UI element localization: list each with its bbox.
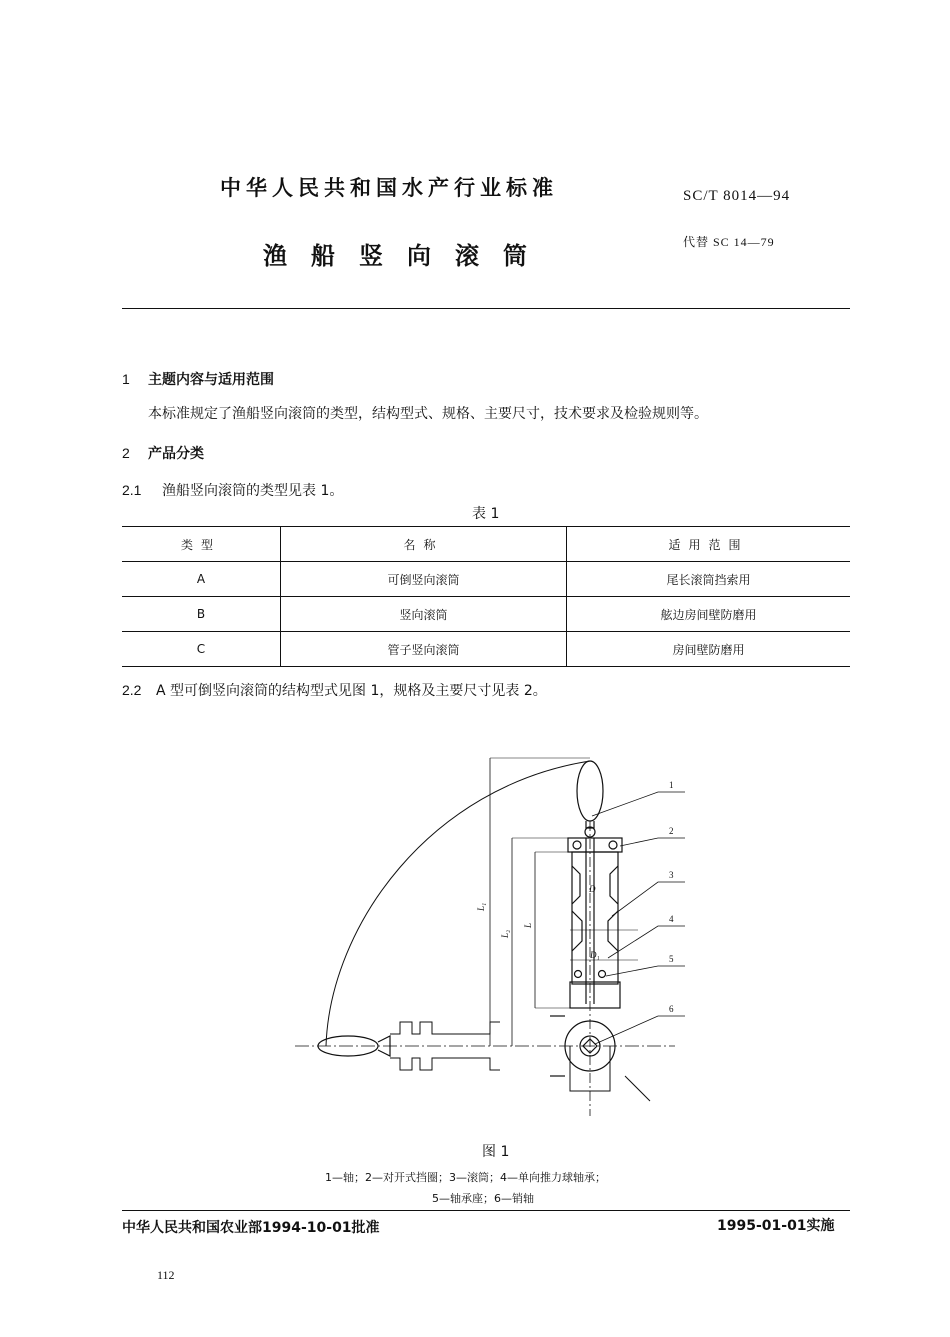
bracket-diag — [625, 1076, 650, 1101]
header-divider — [122, 308, 850, 309]
figure-1-drawing — [290, 746, 700, 1126]
leader-2 — [620, 838, 685, 846]
column-header-name: 名称 — [281, 527, 567, 562]
standard-code: SC/T 8014—94 — [683, 188, 791, 204]
approval-line: 中华人民共和国农业部1994-10-01批准 — [122, 1220, 380, 1236]
bearing-ball-right — [599, 971, 606, 978]
bolt-right — [609, 841, 617, 849]
leader-3 — [612, 882, 685, 916]
implementation-date: 1995-01-01实施 — [717, 1218, 835, 1234]
folded-roller-top — [390, 1022, 500, 1034]
leader-1 — [592, 792, 685, 816]
replaces-standard: 代替 SC 14—79 — [683, 235, 775, 249]
split-retainer — [568, 838, 622, 852]
callout-2: 2 — [669, 826, 674, 836]
section-number: 2.2 — [122, 682, 142, 698]
table-cell: A — [122, 562, 281, 597]
table-cell: B — [122, 597, 281, 632]
table-cell: 可倒竖向滚筒 — [281, 562, 567, 597]
table-header-row — [122, 527, 850, 562]
roller-wall-left — [572, 866, 580, 904]
section-number: 2.1 — [122, 482, 142, 498]
dim-label-L2: L₂ — [500, 929, 510, 938]
handle-bulb-top — [577, 761, 603, 821]
table-cell: 竖向滚筒 — [281, 597, 567, 632]
section-2-heading — [122, 443, 204, 463]
roller-wall-right — [610, 866, 618, 904]
section-number: 1 — [122, 371, 130, 387]
section-1-heading — [122, 369, 274, 389]
column-header-type: 类型 — [122, 527, 281, 562]
section-text: A 型可倒竖向滚筒的结构型式见图 1，规格及主要尺寸见表 2。 — [156, 683, 547, 699]
section-title: 主题内容与适用范围 — [148, 372, 274, 388]
table-row — [122, 562, 850, 597]
callout-1: 1 — [669, 780, 674, 790]
table-cell: 管子竖向滚筒 — [281, 632, 567, 667]
standard-title: 渔船竖向滚筒 — [263, 242, 551, 270]
table-row — [122, 632, 850, 667]
swing-arc — [326, 761, 590, 1046]
bolt-left — [573, 841, 581, 849]
callout-4: 4 — [669, 914, 674, 924]
section-1-text: 本标准规定了渔船竖向滚筒的类型，结构型式、规格、主要尺寸，技术要求及检验规则等。 — [148, 406, 708, 422]
section-text: 渔船竖向滚筒的类型见表 1。 — [162, 483, 344, 499]
roller-wall-left-lower — [572, 911, 582, 951]
bearing-ball-left — [575, 971, 582, 978]
folded-roller-bottom — [390, 1058, 500, 1070]
table-row — [122, 597, 850, 632]
section-number: 2 — [122, 445, 130, 461]
table-cell: 舷边房间壁防磨用 — [567, 597, 851, 632]
figure-1-caption: 图 1 — [482, 1144, 510, 1160]
dim-label-L1: L₁ — [476, 902, 486, 911]
bearing-seat — [570, 982, 620, 1008]
figure-1-legend-line2: 5—轴承座；6—销轴 — [432, 1192, 534, 1205]
table-cell: 房间壁防磨用 — [567, 632, 851, 667]
dim-label-L: L — [523, 922, 533, 928]
column-header-scope: 适用范围 — [567, 527, 851, 562]
dim-label-D1: D₁ — [590, 950, 600, 960]
callout-5: 5 — [669, 954, 674, 964]
footer-divider — [122, 1210, 850, 1211]
issuing-organization: 中华人民共和国水产行业标准 — [220, 176, 558, 200]
section-2-1 — [122, 480, 343, 500]
page-number: 112 — [157, 1268, 175, 1282]
section-title: 产品分类 — [148, 446, 204, 462]
table-1 — [122, 526, 850, 667]
callout-3: 3 — [669, 870, 674, 880]
figure-1-legend-line1: 1—轴；2—对开式挡圈；3—滚筒；4—单向推力球轴承； — [325, 1171, 606, 1184]
table-cell: 尾长滚筒挡索用 — [567, 562, 851, 597]
roller-wall-right-lower — [608, 911, 618, 951]
section-2-2 — [122, 680, 547, 700]
table-cell: C — [122, 632, 281, 667]
callout-6: 6 — [669, 1004, 674, 1014]
table-1-caption: 表 1 — [472, 506, 500, 522]
dim-label-D: D — [589, 884, 596, 894]
